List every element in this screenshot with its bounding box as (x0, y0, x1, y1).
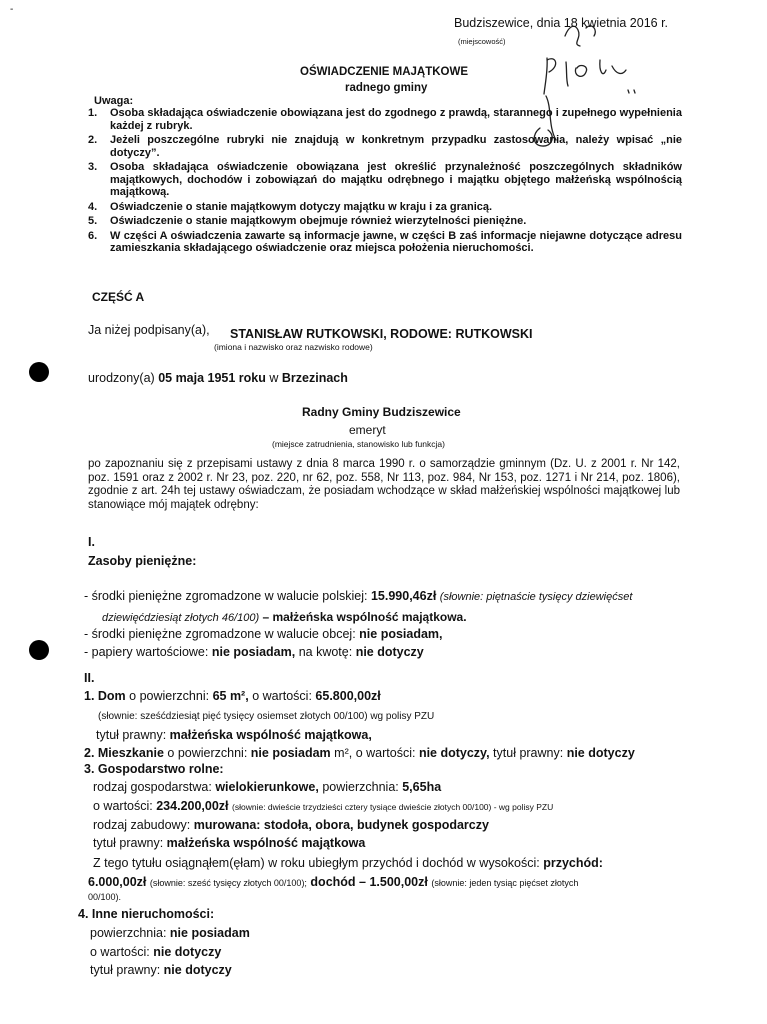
document-subtitle: radnego gminy (345, 82, 428, 94)
note-item: 3. Osoba składająca oświadczenie obowiązana jest określić przynależność poszczególnych składników majątkowych, dochodów i zobowiązań do majątku odrębnego i majątku objętego małżeńską wspólnością majątkową. (88, 161, 682, 198)
pln-line: - środki pieniężne zgromadzone w walucie polskiej: 15.990,46zł (słownie: piętnaście tysięcy dziewięćset (84, 589, 633, 603)
section-1-num: I. (88, 535, 95, 549)
farm-income-words-end: 00/100). (88, 892, 122, 902)
note-item: 2. Jeżeli poszczególne rubryki nie znajdują w konkretnym przypadku zastosowania, należy wpisać „nie dotyczy”. (88, 134, 682, 159)
name-caption: (imiona i nazwisko oraz nazwisko rodowe) (214, 342, 373, 352)
header-tick: - (10, 4, 14, 15)
note-item: 6. W części A oświadczenia zawarte są informacje jawne, w części B zaś informacje niejawne dotyczące adresu zamieszkania składającego oświadczenie oraz miejsca położenia nieruchomości. (88, 229, 682, 254)
position: emeryt (349, 423, 386, 437)
punch-hole-lower (29, 640, 49, 660)
flat-line: 2. Mieszkanie o powierzchni: nie posiadam m², o wartości: nie dotyczy, tytuł prawny: nie dotyczy (84, 746, 635, 760)
farm-revenue-line: 6.000,00zł (słownie: sześć tysięcy złotych 00/100); dochód – 1.500,00zł (słownie: jeden tysiąc pięćset złotych (88, 875, 579, 889)
notes-heading: Uwaga: (94, 95, 134, 107)
farm-buildings-line: rodzaj zabudowy: murowana: stodoła, obora, budynek gospodarczy (93, 818, 489, 832)
house-line: 1. Dom o powierzchni: 65 m², o wartości: 65.800,00zł (84, 689, 381, 703)
other-title-line: tytuł prawny: nie dotyczy (90, 963, 232, 977)
intro-paragraph: po zapoznaniu się z przepisami ustawy z dnia 8 marca 1990 r. o samorządzie gminnym (Dz. U. z 2001 r. Nr 142, poz. 1591 oraz z 2002 r. Nr 23, poz. 220, nr 62, poz. 558, Nr 113, poz. 984, Nr 153, poz. 1271 i Nr 214, poz. 1806), zgodnie z art. 24h tej ustawy oświadczam, że posiadam wchodzące w skład małżeńskiej wspólności majątkowej lub stanowiące mój majątek odrębny: (88, 458, 680, 511)
farm-heading: 3. Gospodarstwo rolne: (84, 762, 224, 776)
other-value-line: o wartości: nie dotyczy (90, 945, 222, 959)
other-property-heading: 4. Inne nieruchomości: (78, 907, 215, 921)
place-date: Budziszewice, dnia 18 kwietnia 2016 r. (454, 16, 669, 30)
house-title-line: tytuł prawny: małżeńska wspólność majątkowa, (96, 728, 372, 742)
farm-value-line: o wartości: 234.200,00zł (słownie: dwieście trzydzieści cztery tysiące dwieście złotych 00/100) - wg polisy PZU (93, 799, 554, 813)
other-area-line: powierzchnia: nie posiadam (90, 926, 250, 940)
document-title: OŚWIADCZENIE MAJĄTKOWE (300, 66, 469, 78)
farm-title-line: tytuł prawny: małżeńska wspólność majątkowa (93, 836, 366, 850)
note-item: 5. Oświadczenie o stanie majątkowym obejmuje również wierzytelności pieniężne. (88, 215, 527, 227)
farm-income-line: Z tego tytułu osiągnąłem(ęłam) w roku ubiegłym przychód i dochód w wysokości: przychód: (93, 856, 603, 870)
place-caption: (miejscowość) (458, 37, 506, 46)
employment-caption: (miejsce zatrudnienia, stanowisko lub funkcja) (272, 439, 445, 449)
notes-list (88, 107, 682, 257)
part-a-heading: CZĘŚĆ A (92, 290, 145, 304)
pln-line-2: dziewięćdziesiąt złotych 46/100) – małżeńska wspólność majątkowa. (102, 610, 467, 624)
signed-name: STANISŁAW RUTKOWSKI, RODOWE: RUTKOWSKI (230, 327, 533, 341)
signed-label: Ja niżej podpisany(a), (88, 323, 210, 337)
securities-line: - papiery wartościowe: nie posiadam, na kwotę: nie dotyczy (84, 645, 424, 659)
foreign-currency-line: - środki pieniężne zgromadzone w walucie obcej: nie posiadam, (84, 627, 443, 641)
farm-type-line: rodzaj gospodarstwa: wielokierunkowe, powierzchnia: 5,65ha (93, 780, 442, 794)
note-item: 1. Osoba składająca oświadczenie obowiązana jest do zgodnego z prawdą, starannego i zupełnego wypełnienia każdej z rubryk. (88, 107, 682, 132)
born-line: urodzony(a) 05 maja 1951 roku w Brzezinach (88, 371, 348, 385)
section-1-heading: Zasoby pieniężne: (88, 554, 197, 568)
note-item: 4. Oświadczenie o stanie majątkowym dotyczy majątku w kraju i za granicą. (88, 200, 493, 213)
punch-hole-upper (29, 362, 49, 382)
section-2-num: II. (84, 671, 95, 685)
employer: Radny Gminy Budziszewice (302, 405, 461, 419)
house-words: (słownie: sześćdziesiąt pięć tysięcy osiemset złotych 00/100) wg polisy PZU (98, 711, 435, 722)
